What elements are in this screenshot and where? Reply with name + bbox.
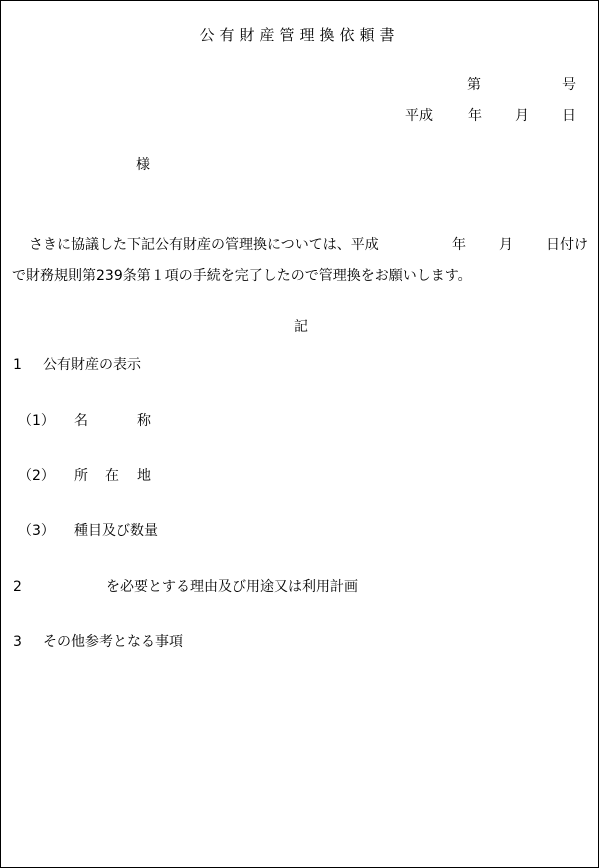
- sub1-label-b: 称: [137, 413, 151, 429]
- sub2-number: （2）: [18, 468, 55, 484]
- date-month: 月: [515, 108, 529, 124]
- date-day: 日: [562, 108, 576, 124]
- item1-label: 公有財産の表示: [43, 357, 141, 373]
- date-year: 年: [468, 108, 482, 124]
- number-label-dai: 第: [467, 77, 481, 93]
- addressee-suffix: 様: [136, 157, 150, 173]
- item3-label: その他参考となる事項: [43, 634, 183, 650]
- body-line1-month: 月: [499, 237, 513, 253]
- body-line1-year: 年: [452, 237, 466, 253]
- sub3-label: 種目及び数量: [74, 523, 158, 539]
- item2-number: 2: [13, 579, 22, 595]
- body-line1-text: さきに協議した下記公有財産の管理換については、平成: [29, 237, 379, 253]
- document-title: 公有財産管理換依頼書: [199, 26, 400, 44]
- item1-number: 1: [13, 357, 22, 373]
- item3-number: 3: [13, 634, 22, 650]
- sub1-label-a: 名: [74, 413, 88, 429]
- sub2-label-b: 在: [105, 468, 119, 484]
- item2-label: を必要とする理由及び用途又は利用計画: [106, 579, 358, 595]
- body-line1-day: 日付け: [546, 237, 588, 253]
- sub2-label-a: 所: [74, 468, 88, 484]
- ki-heading: 記: [294, 319, 308, 335]
- number-label-go: 号: [562, 77, 576, 93]
- date-era: 平成: [405, 108, 433, 124]
- sub3-number: （3）: [18, 523, 55, 539]
- sub1-number: （1）: [18, 413, 55, 429]
- sub2-label-c: 地: [137, 468, 151, 484]
- body-line2-text: で財務規則第239条第１項の手続を完了したので管理換をお願いします。: [12, 268, 472, 284]
